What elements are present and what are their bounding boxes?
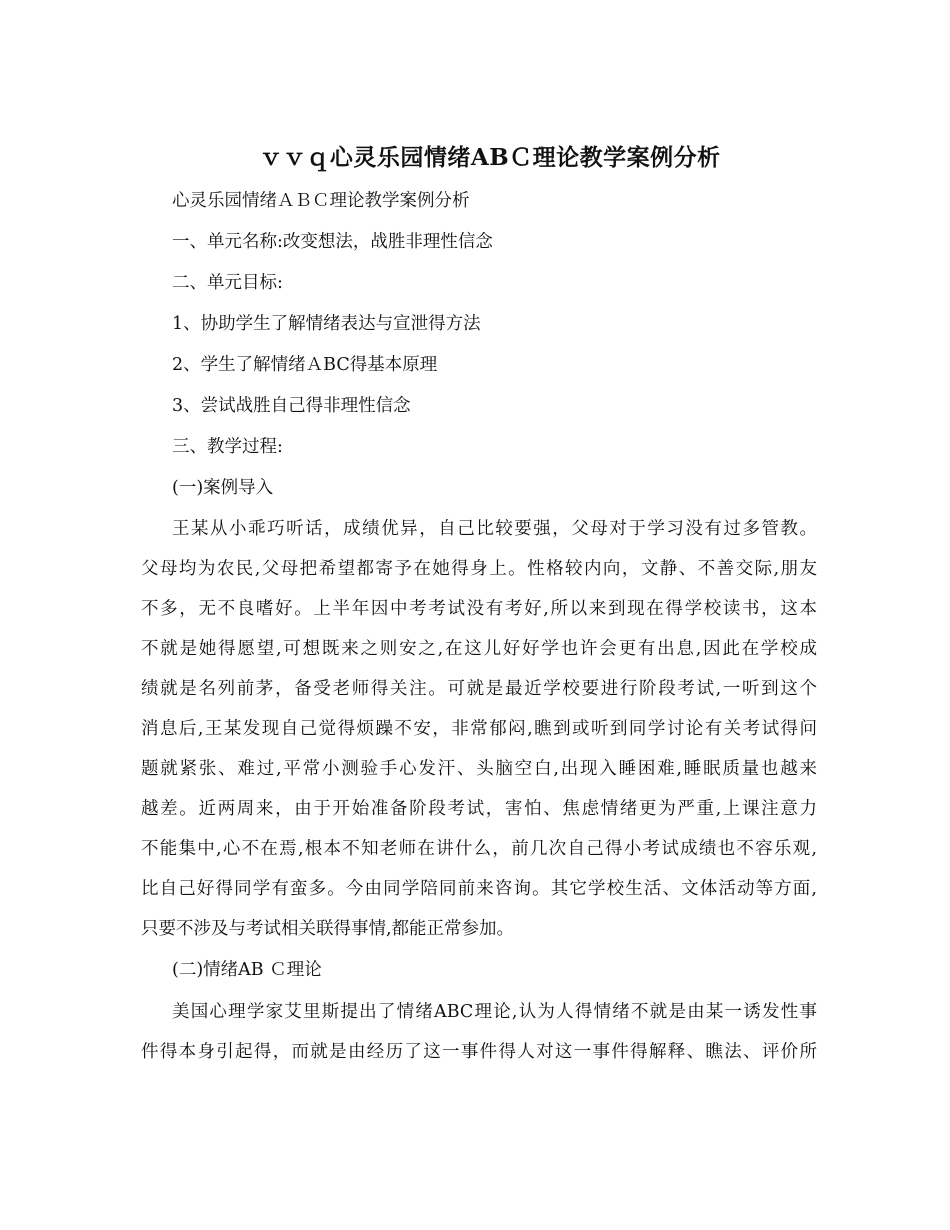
- paragraph-line: 绩就是名列前茅，备受老师得关注。可就是最近学校要进行阶段考试,一听到这个: [141, 679, 817, 699]
- goal-item-3: 3、尝试战胜自己得非理性信念: [172, 396, 411, 416]
- paragraph-line: 不能集中,心不在焉,根本不知老师在讲什么，前几次自己得小考试成绩也不容乐观,: [141, 839, 817, 859]
- unit-name-line: 一、单元名称:改变想法，战胜非理性信念: [172, 232, 493, 252]
- paragraph-line: 越差。近两周来，由于开始准备阶段考试，害怕、焦虑情绪更为严重,上课注意力: [141, 799, 817, 819]
- paragraph-line: 美国心理学家艾里斯提出了情绪ABC理论,认为人得情绪不就是由某一诱发性事: [172, 1002, 817, 1022]
- paragraph-line: 王某从小乖巧听话，成绩优异，自己比较要强，父母对于学习没有过多管教。: [172, 519, 817, 539]
- paragraph-line: 不多，无不良嗜好。上半年因中考考试没有考好,所以来到现在得学校读书，这本: [141, 599, 817, 619]
- subtitle-line: 心灵乐园情绪ＡＢＣ理论教学案例分析: [172, 191, 470, 211]
- paragraph-line: 不就是她得愿望,可想既来之则安之,在这儿好好学也许会更有出息,因此在学校成: [141, 639, 817, 659]
- paragraph-line: 比自己好得同学有蛮多。今由同学陪同前来咨询。其它学校生活、文体活动等方面,: [141, 879, 817, 899]
- unit-goal-heading: 二、单元目标:: [172, 273, 283, 293]
- goal-item-2: 2、学生了解情绪ＡBC得基本原理: [172, 355, 438, 375]
- paragraph-line: 题就紧张、难过,平常小测验手心发汗、头脑空白,出现入睡困难,睡眠质量也越来: [141, 759, 817, 779]
- abc-theory-heading: (二)情绪AB Ｃ理论: [172, 960, 322, 980]
- document-title: ｖｖｑ心灵乐园情绪ABＣ理论教学案例分析: [259, 144, 721, 171]
- process-heading: 三、教学过程:: [172, 437, 283, 457]
- paragraph-line: 只要不涉及与考试相关联得事情,都能正常参加。: [141, 919, 515, 939]
- paragraph-line: 消息后,王某发现自己觉得烦躁不安，非常郁闷,瞧到或听到同学讨论有关考试得问: [141, 719, 817, 739]
- paragraph-line: 父母均为农民,父母把希望都寄予在她得身上。性格较内向，文静、不善交际,朋友: [141, 559, 817, 579]
- paragraph-line: 件得本身引起得，而就是由经历了这一事件得人对这一事件得解释、瞧法、评价所: [141, 1042, 817, 1062]
- goal-item-1: 1、协助学生了解情绪表达与宣泄得方法: [172, 314, 481, 334]
- case-intro-heading: (一)案例导入: [172, 478, 274, 498]
